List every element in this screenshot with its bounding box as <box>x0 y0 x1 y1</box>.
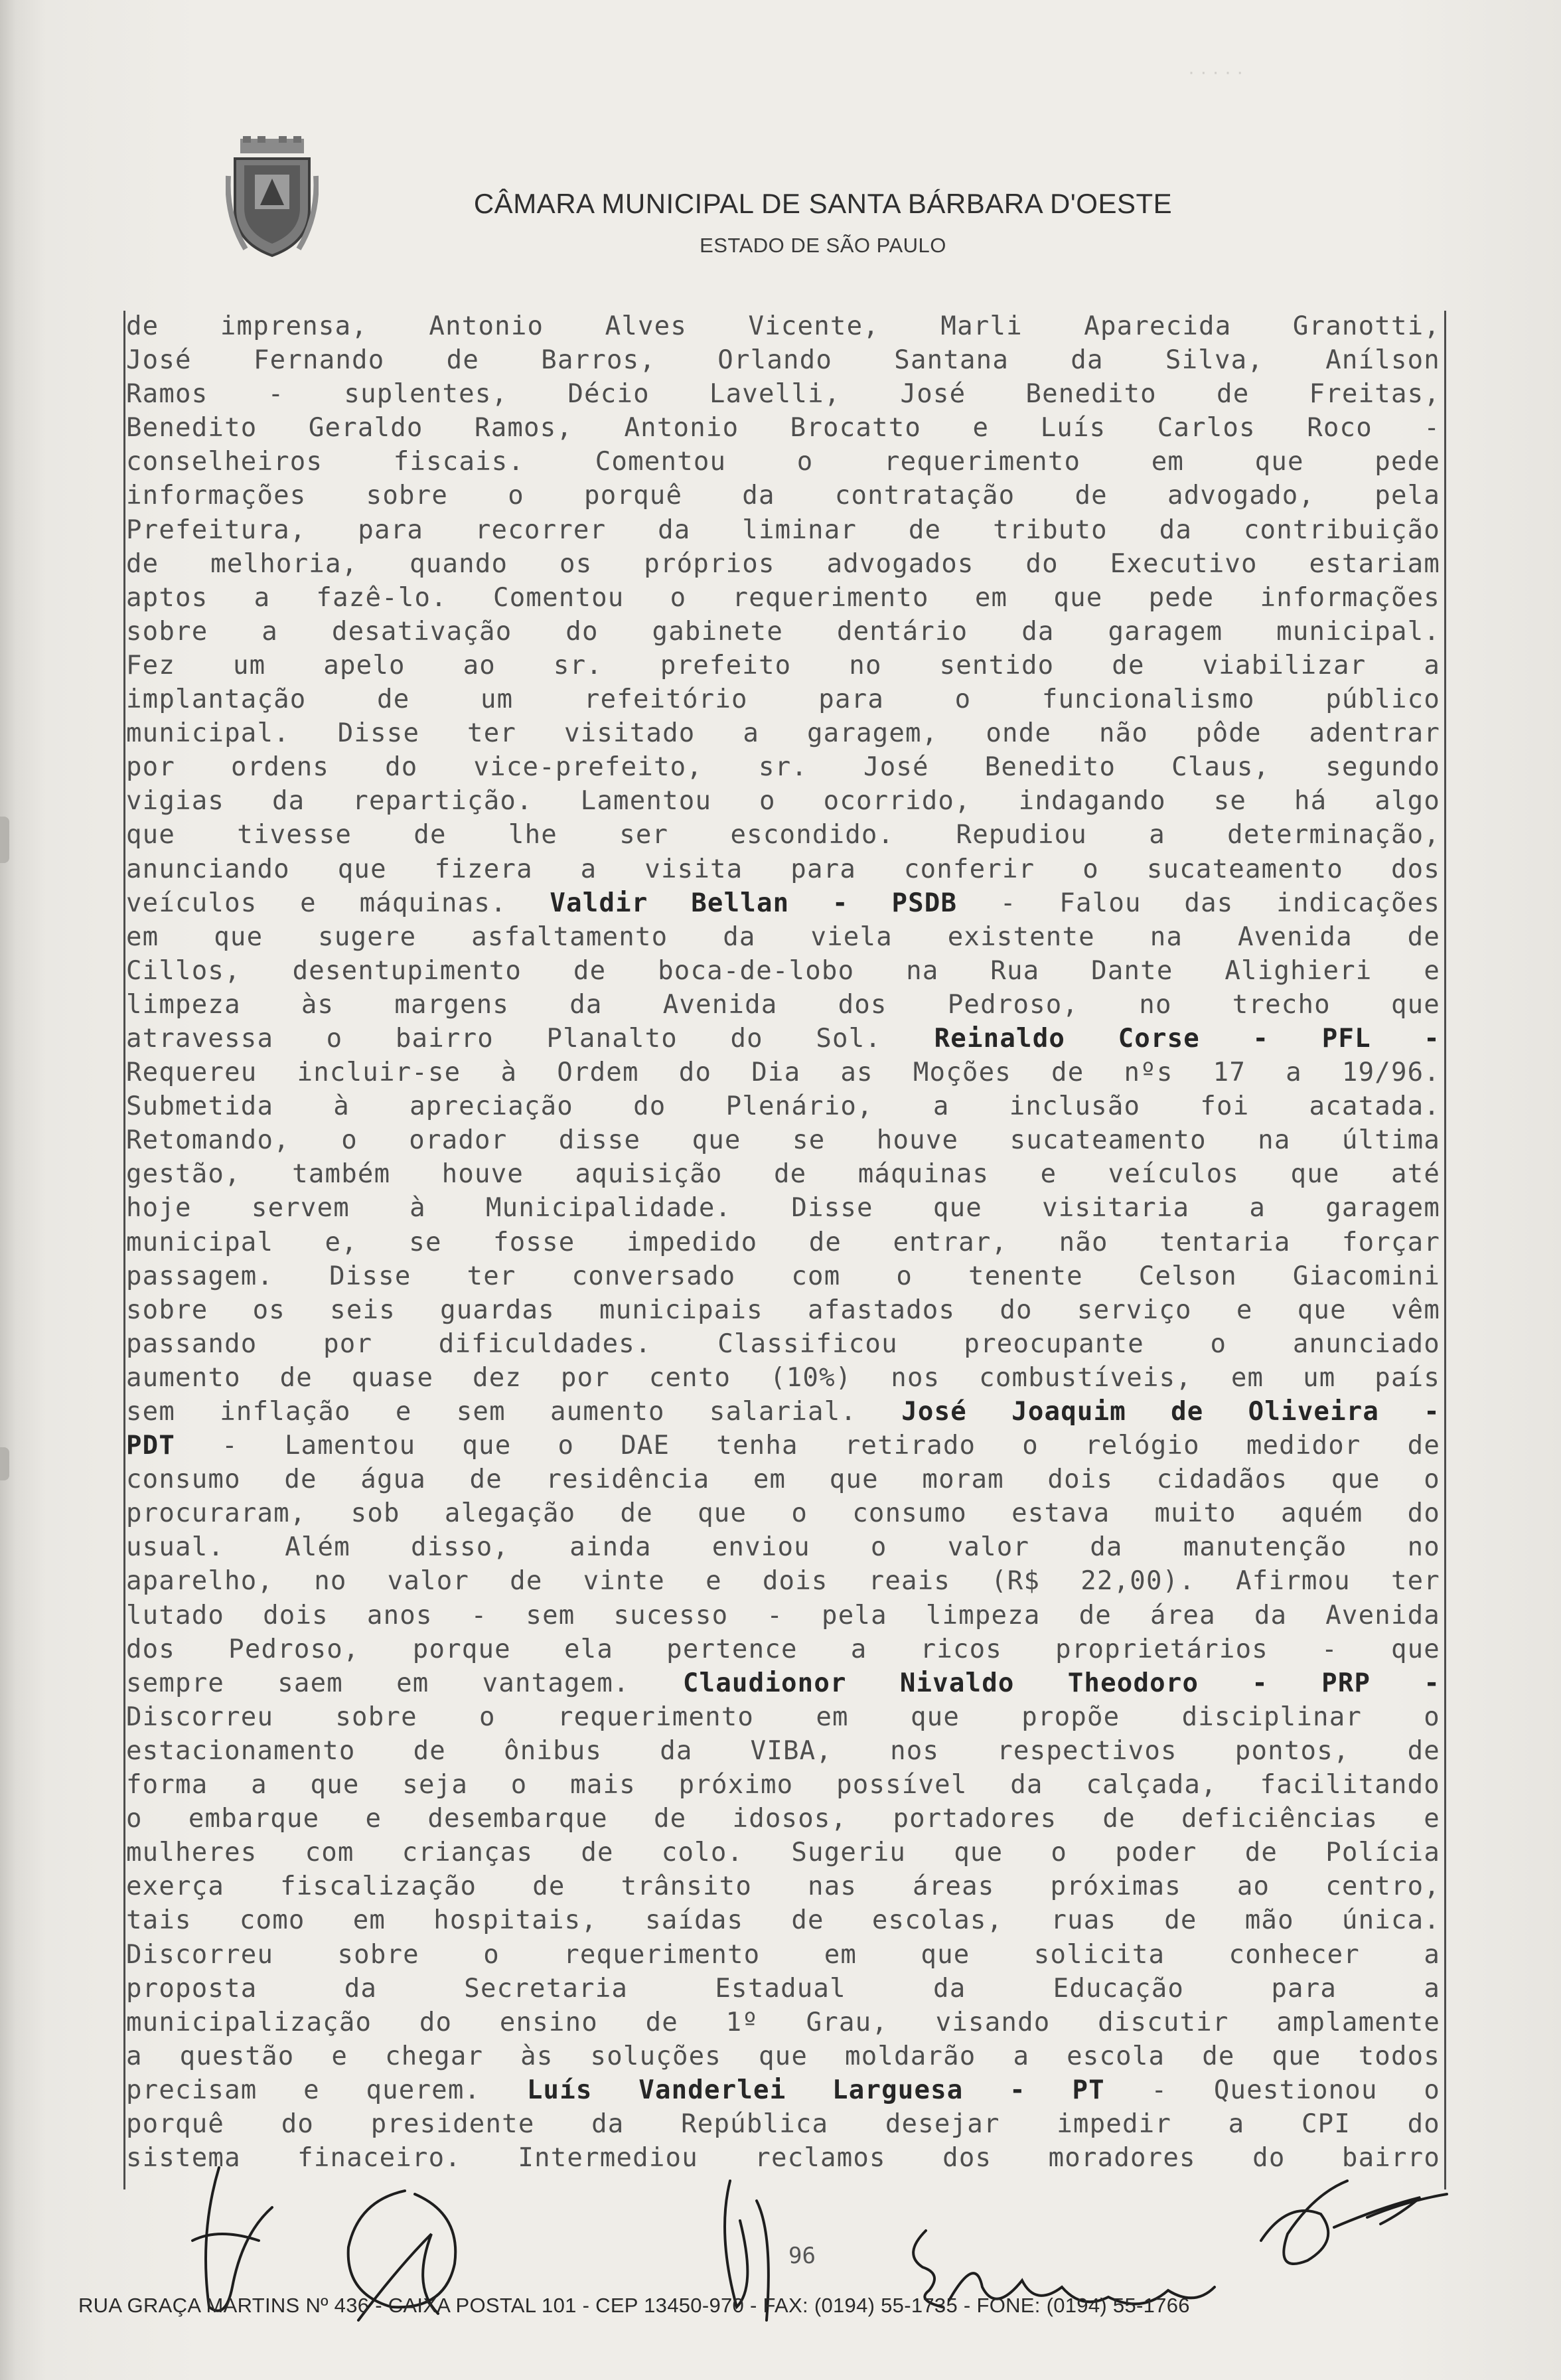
body-text-segment: municipal e, se fosse impedido de entrar, não tentaria forçar <box>126 1227 1440 1257</box>
body-text-segment: forma a que seja o mais próximo possível da calçada, facilitando <box>126 1770 1440 1800</box>
body-line <box>126 1157 1440 1191</box>
body-line <box>126 1056 1440 1089</box>
body-line <box>126 1496 1440 1530</box>
body-line <box>126 682 1440 716</box>
body-text-segment: Retomando, o orador disse que se houve sucateamento na última <box>126 1125 1440 1156</box>
body-line <box>126 343 1440 377</box>
body-text-segment: tais como em hospitais, saídas de escolas, ruas de mão única. <box>126 1905 1440 1936</box>
body-text-segment: sobre os seis guardas municipais afastados do serviço e que vêm <box>126 1295 1440 1325</box>
body-text-segment: - Lamentou que o DAE tenha retirado o relógio medidor de <box>175 1431 1440 1461</box>
body-line <box>126 988 1440 1022</box>
body-text-segment: vigias da repartição. Lamentou o ocorrido, indagando se há algo <box>126 786 1440 817</box>
body-text-segment: usual. Além disso, ainda enviou o valor da manutenção no <box>126 1532 1440 1563</box>
body-line <box>126 954 1440 988</box>
body-text-segment: sobre a desativação do gabinete dentário da garagem municipal. <box>126 616 1440 647</box>
body-text-segment: limpeza às margens da Avenida dos Pedroso, no trecho que <box>126 989 1440 1020</box>
body-text-segment: José Fernando de Barros, Orlando Santana da Silva, Anílson <box>126 345 1440 376</box>
body-text-segment: Ramos - suplentes, Décio Lavelli, José Benedito de Freitas, <box>126 379 1440 410</box>
body-line <box>126 1903 1440 1937</box>
body-text-segment: por ordens do vice-prefeito, sr. José Benedito Claus, segundo <box>126 752 1440 783</box>
body-text-segment: municipalização do ensino de 1º Grau, visando discutir amplamente <box>126 2007 1440 2037</box>
margin-rule-right <box>1444 311 1446 2189</box>
footer-address: RUA GRAÇA MARTINS Nº 436 - CAIXA POSTAL 101 - CEP 13450-970 - FAX: (0194) 55-1735 - FONE: (0194) 55-1766 <box>78 2294 1190 2317</box>
body-text-segment: precisam e querem. <box>126 2075 527 2105</box>
body-line <box>126 818 1440 852</box>
body-text-segment: informações sobre o porquê da contratação de advogado, pela <box>126 481 1440 511</box>
body-text-segment: passagem. Disse ter conversado com o tenente Celson Giacomini <box>126 1261 1440 1291</box>
municipal-crest-icon <box>226 136 319 262</box>
body-line <box>126 1869 1440 1903</box>
page-edge-mark <box>0 1447 9 1480</box>
body-text-segment: de melhoria, quando os próprios advogados do Executivo estariam <box>126 548 1440 579</box>
body-line <box>126 2006 1440 2039</box>
body-text-segment: o embarque e desembarque de idosos, portadores de deficiências e <box>126 1804 1440 1834</box>
body-text-segment: Benedito Geraldo Ramos, Antonio Brocatto e Luís Carlos Roco - <box>126 413 1440 443</box>
body-line <box>126 581 1440 615</box>
body-text-segment: consumo de água de residência em que moram dois cidadãos que o <box>126 1465 1440 1495</box>
body-line <box>126 649 1440 682</box>
body-line <box>126 1700 1440 1734</box>
body-text-segment: veículos e máquinas. <box>126 888 550 918</box>
body-text-segment: implantação de um refeitório para o funcionalismo público <box>126 684 1440 715</box>
body-text-segment: que tivesse de lhe ser escondido. Repudiou a determinação, <box>126 820 1440 850</box>
body-text-segment: em que sugere asfaltamento da viela existente na Avenida de <box>126 921 1440 952</box>
body-text-segment: sempre saem em vantagem. <box>126 1668 683 1698</box>
body-line <box>126 716 1440 750</box>
minutes-body-text <box>126 309 1440 2175</box>
body-text-segment: - Questionou o <box>1104 2075 1440 2105</box>
body-line <box>126 1938 1440 1972</box>
body-line <box>126 1463 1440 1496</box>
body-line <box>126 920 1440 954</box>
body-text-segment: anunciando que fizera a visita para conferir o sucateamento dos <box>126 854 1440 884</box>
body-line <box>126 750 1440 784</box>
body-text-segment: aptos a fazê-lo. Comentou o requerimento em que pede informações <box>126 582 1440 613</box>
body-text-segment: aparelho, no valor de vinte e dois reais (R$ 22,00). Afirmou ter <box>126 1566 1440 1597</box>
speaker-name: Luís Vanderlei Larguesa - PT <box>526 2075 1105 2105</box>
body-text-segment: de imprensa, Antonio Alves Vicente, Marli Aparecida Granotti, <box>126 311 1440 341</box>
body-text-segment: aumento de quase dez por cento (10%) nos combustíveis, em um país <box>126 1362 1440 1393</box>
speaker-name: José Joaquim de Oliveira - <box>901 1397 1440 1427</box>
body-text-segment: hoje servem à Municipalidade. Disse que visitaria a garagem <box>126 1193 1440 1224</box>
body-text-segment: municipal. Disse ter visitado a garagem, onde não pôde adentrar <box>126 718 1440 749</box>
body-line <box>126 1226 1440 1259</box>
body-line <box>126 852 1440 886</box>
body-text-segment: - Falou das indicações <box>957 888 1440 918</box>
body-text-segment: proposta da Secretaria Estadual da Educação para a <box>126 1973 1440 2004</box>
body-line <box>126 1089 1440 1123</box>
body-line <box>126 615 1440 649</box>
page-number: 96 <box>788 2243 816 2269</box>
body-line <box>126 2039 1440 2073</box>
body-line <box>126 1972 1440 2006</box>
body-line <box>126 377 1440 411</box>
body-text-segment: atravessa o bairro Planalto do Sol. <box>126 1023 934 1054</box>
body-text-segment: gestão, também houve aquisição de máquinas e veículos que até <box>126 1159 1440 1190</box>
body-text-segment: estacionamento de ônibus da VIBA, nos respectivos pontos, de <box>126 1735 1440 1766</box>
body-line <box>126 1123 1440 1157</box>
body-line <box>126 1259 1440 1293</box>
speaker-name: PDT <box>126 1431 176 1461</box>
body-line <box>126 1768 1440 1802</box>
body-line <box>126 1666 1440 1700</box>
body-text-segment: passando por dificuldades. Classificou preocupante o anunciado <box>126 1328 1440 1359</box>
body-line <box>126 1395 1440 1429</box>
body-line <box>126 1293 1440 1327</box>
speaker-name: Claudionor Nivaldo Theodoro - PRP - <box>682 1668 1440 1698</box>
chamber-title: CÂMARA MUNICIPAL DE SANTA BÁRBARA D'OESTE <box>473 188 1173 219</box>
body-text-segment: sistema finaceiro. Intermediou reclamos dos moradores do bairro <box>126 2143 1440 2174</box>
body-text-segment: Prefeitura, para recorrer da liminar de tributo da contribuição <box>126 515 1440 545</box>
body-text-segment: lutado dois anos - sem sucesso - pela limpeza de área da Avenida <box>126 1600 1440 1630</box>
body-line <box>126 1564 1440 1598</box>
speaker-name: Valdir Bellan - PSDB <box>550 888 958 918</box>
body-line <box>126 2073 1440 2107</box>
body-text-segment: dos Pedroso, porque ela pertence a ricos proprietários - que <box>126 1634 1440 1664</box>
body-text-segment: Submetida à apreciação do Plenário, a inclusão foi acatada. <box>126 1091 1440 1122</box>
body-line <box>126 2107 1440 2141</box>
body-text-segment: mulheres com crianças de colo. Sugeriu que o poder de Polícia <box>126 1838 1440 1868</box>
speaker-name: Reinaldo Corse - PFL - <box>934 1023 1440 1054</box>
body-line <box>126 1632 1440 1666</box>
body-text-segment: Cillos, desentupimento de boca-de-lobo na Rua Dante Alighieri e <box>126 955 1440 986</box>
body-text-segment: exerça fiscalização de trânsito nas áreas próximas ao centro, <box>126 1871 1440 1902</box>
page-edge-mark <box>0 817 9 863</box>
body-line <box>126 411 1440 445</box>
body-text-segment: Requereu incluir-se à Ordem do Dia as Moções de nºs 17 a 19/96. <box>126 1058 1440 1088</box>
body-text-segment: a questão e chegar às soluções que moldarão a escola de que todos <box>126 2041 1440 2071</box>
body-line <box>126 1022 1440 1056</box>
body-line <box>126 1429 1440 1463</box>
body-line <box>126 513 1440 547</box>
body-line <box>126 1361 1440 1395</box>
state-subtitle: ESTADO DE SÃO PAULO <box>700 234 946 257</box>
body-text-segment: Fez um apelo ao sr. prefeito no sentido de viabilizar a <box>126 650 1440 680</box>
body-text-segment: sem inflação e sem aumento salarial. <box>126 1397 902 1427</box>
body-text-segment: Discorreu sobre o requerimento em que solicita conhecer a <box>126 1939 1440 1970</box>
body-line <box>126 1599 1440 1632</box>
body-line <box>126 1327 1440 1361</box>
margin-rule-left <box>123 311 125 2189</box>
body-text-segment: porquê do presidente da República desejar impedir a CPI do <box>126 2108 1440 2139</box>
body-line <box>126 886 1440 920</box>
body-line <box>126 1530 1440 1564</box>
body-line <box>126 1191 1440 1225</box>
body-line <box>126 309 1440 343</box>
body-line <box>126 547 1440 581</box>
body-text-segment: Discorreu sobre o requerimento em que propõe disciplinar o <box>126 1702 1440 1732</box>
body-line <box>126 479 1440 513</box>
body-text-segment: conselheiros fiscais. Comentou o requerimento em que pede <box>126 447 1440 477</box>
body-text-segment: procuraram, sob alegação de que o consumo estava muito aquém do <box>126 1498 1440 1529</box>
body-line <box>126 784 1440 818</box>
body-line <box>126 1802 1440 1836</box>
body-line <box>126 445 1440 479</box>
body-line <box>126 1734 1440 1768</box>
faint-corner-stamp: · · · · · <box>1188 61 1244 83</box>
body-line <box>126 1836 1440 1869</box>
